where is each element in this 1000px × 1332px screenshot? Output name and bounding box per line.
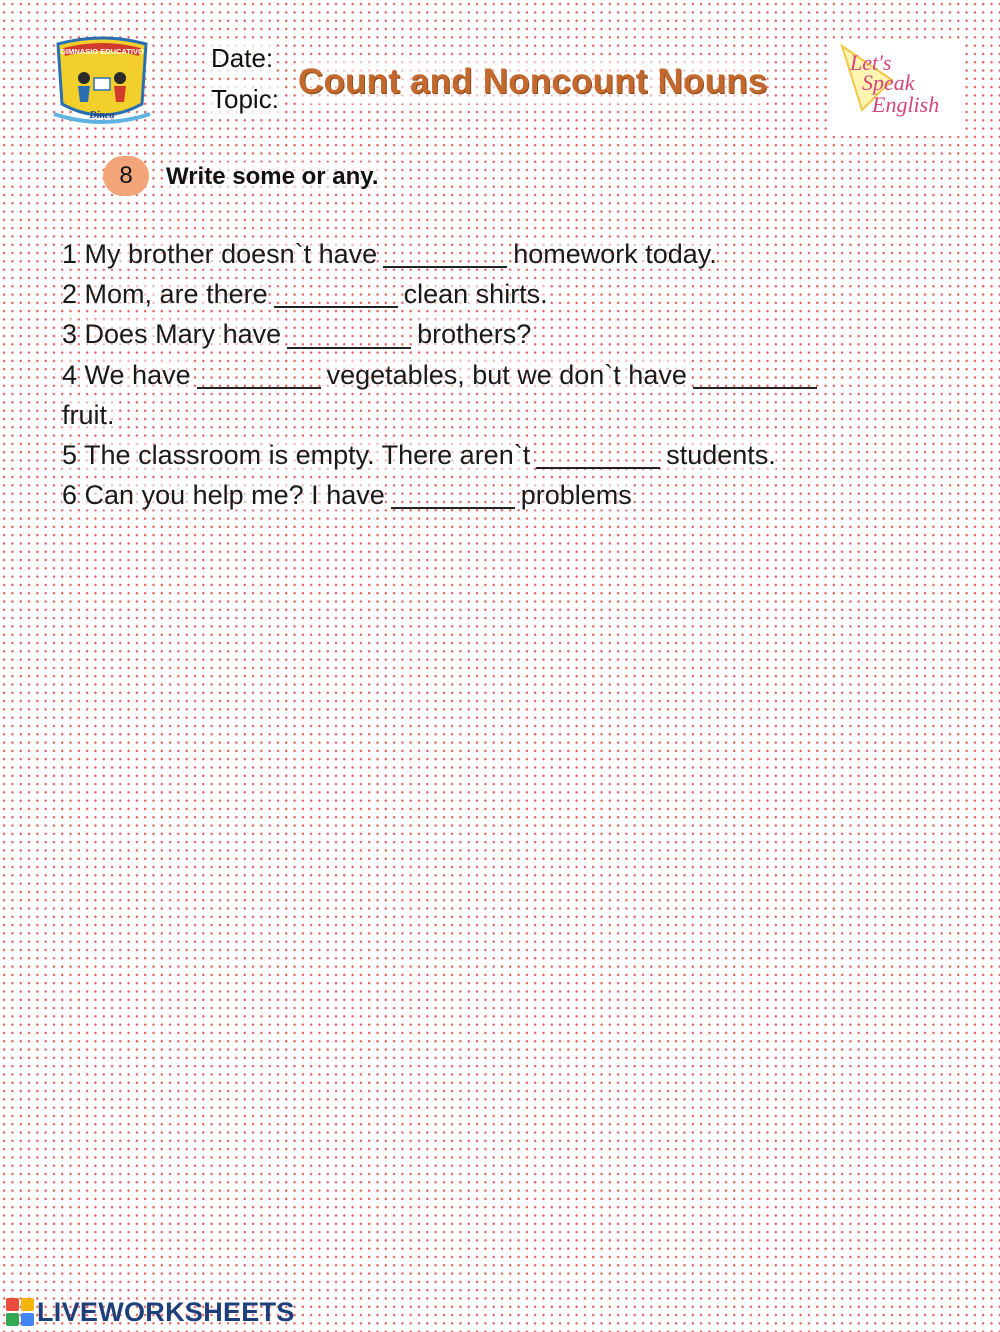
question-text: fruit. (62, 399, 115, 430)
brand-line-3: English (872, 92, 940, 117)
question-text: clean shirts. (403, 279, 548, 310)
question-number: 1 (62, 239, 78, 269)
question-text: brothers? (417, 319, 532, 350)
question-text: vegetables, but we don`t have (326, 359, 687, 390)
answer-input-5[interactable] (536, 441, 660, 469)
question-list (62, 234, 922, 515)
question-text: problems (520, 480, 632, 511)
question-number: 4 (62, 359, 78, 390)
school-logo-text: GIMNASIO EDUCATIVO (60, 47, 144, 56)
question-text: My brother doesn`t have (84, 239, 378, 269)
answer-input-3[interactable] (287, 321, 411, 349)
question-number: 6 (62, 480, 78, 511)
question-3 (62, 314, 922, 354)
question-number: 3 (62, 319, 78, 350)
question-text: students. (666, 440, 776, 471)
school-logo (50, 34, 154, 128)
answer-input-4a[interactable] (197, 361, 321, 389)
date-label: Date: (211, 43, 274, 73)
question-text: homework today. (513, 239, 717, 269)
question-number: 2 (62, 279, 78, 310)
question-number: 5 (62, 440, 78, 471)
liveworksheets-footer[interactable] (6, 1296, 295, 1328)
exercise-number-badge: 8 (103, 156, 149, 196)
liveworksheets-brand: LIVEWORKSHEETS (37, 1296, 295, 1327)
liveworksheets-logo-icon (6, 1298, 34, 1326)
question-4 (62, 355, 922, 435)
school-logo-name: Dinca (89, 110, 115, 121)
brand-line-1: Let's (850, 50, 892, 75)
exercise-instruction: Write some or any. (166, 163, 379, 190)
question-1 (62, 234, 922, 274)
page-title: Count and Noncount Nouns (298, 60, 767, 104)
answer-input-6[interactable] (391, 481, 515, 509)
question-text: The classroom is empty. There aren`t (84, 440, 531, 471)
topic-label: Topic: (211, 84, 279, 114)
question-2 (62, 274, 922, 314)
question-text: Does Mary have (84, 319, 282, 350)
question-text: Mom, are there (84, 279, 268, 310)
answer-input-2[interactable] (274, 280, 398, 308)
answer-input-4b[interactable] (693, 361, 817, 389)
answer-input-1[interactable] (383, 240, 507, 268)
brand-line-2: Speak (862, 70, 915, 95)
question-5 (62, 435, 922, 475)
lets-speak-english-logo (832, 40, 960, 136)
question-6 (62, 475, 922, 515)
question-text: Can you help me? I have (84, 480, 385, 511)
question-text: We have (84, 359, 191, 390)
